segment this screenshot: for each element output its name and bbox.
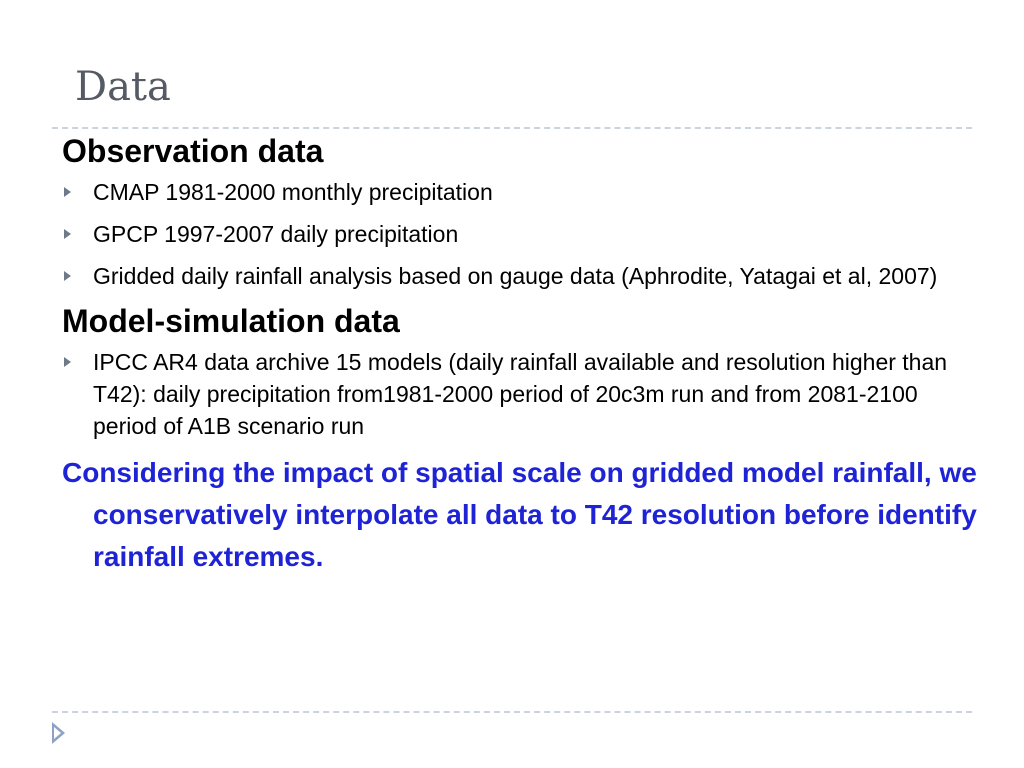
bullet-text: Gridded daily rainfall analysis based on gauge data (Aphrodite, Yatagai et al, 2007) (93, 263, 938, 289)
bullet-text: IPCC AR4 data archive 15 models (daily rainfall available and resolution higher than T42): daily precipitation from1981-2000 period of 20c3m run and from 2081-2100 period of A1B scenario run (93, 349, 948, 439)
slide-content (62, 132, 982, 578)
bullet-text: CMAP 1981-2000 monthly precipitation (93, 179, 493, 205)
triangle-bullet-icon (64, 357, 71, 367)
observation-bullet-list (62, 176, 982, 292)
model-bullet-list (62, 346, 982, 442)
triangle-bullet-icon (64, 229, 71, 239)
slide-title: Data (75, 64, 171, 110)
section-heading-model-simulation: Model-simulation data (62, 303, 400, 339)
title-divider (52, 127, 972, 129)
bullet-item (62, 176, 982, 208)
bullet-text: GPCP 1997-2007 daily precipitation (93, 221, 459, 247)
highlight-statement: Considering the impact of spatial scale on gridded model rainfall, we conservatively interpolate all data to T42 resolution before identify rainfall extremes. (62, 457, 977, 572)
section-heading-observation: Observation data (62, 133, 324, 169)
play-nav-icon[interactable] (52, 722, 65, 744)
triangle-bullet-icon (64, 271, 71, 281)
bullet-item (62, 218, 982, 250)
footer-divider (52, 711, 972, 713)
triangle-bullet-icon (64, 187, 71, 197)
bullet-item (62, 260, 982, 292)
bullet-item (62, 346, 982, 442)
